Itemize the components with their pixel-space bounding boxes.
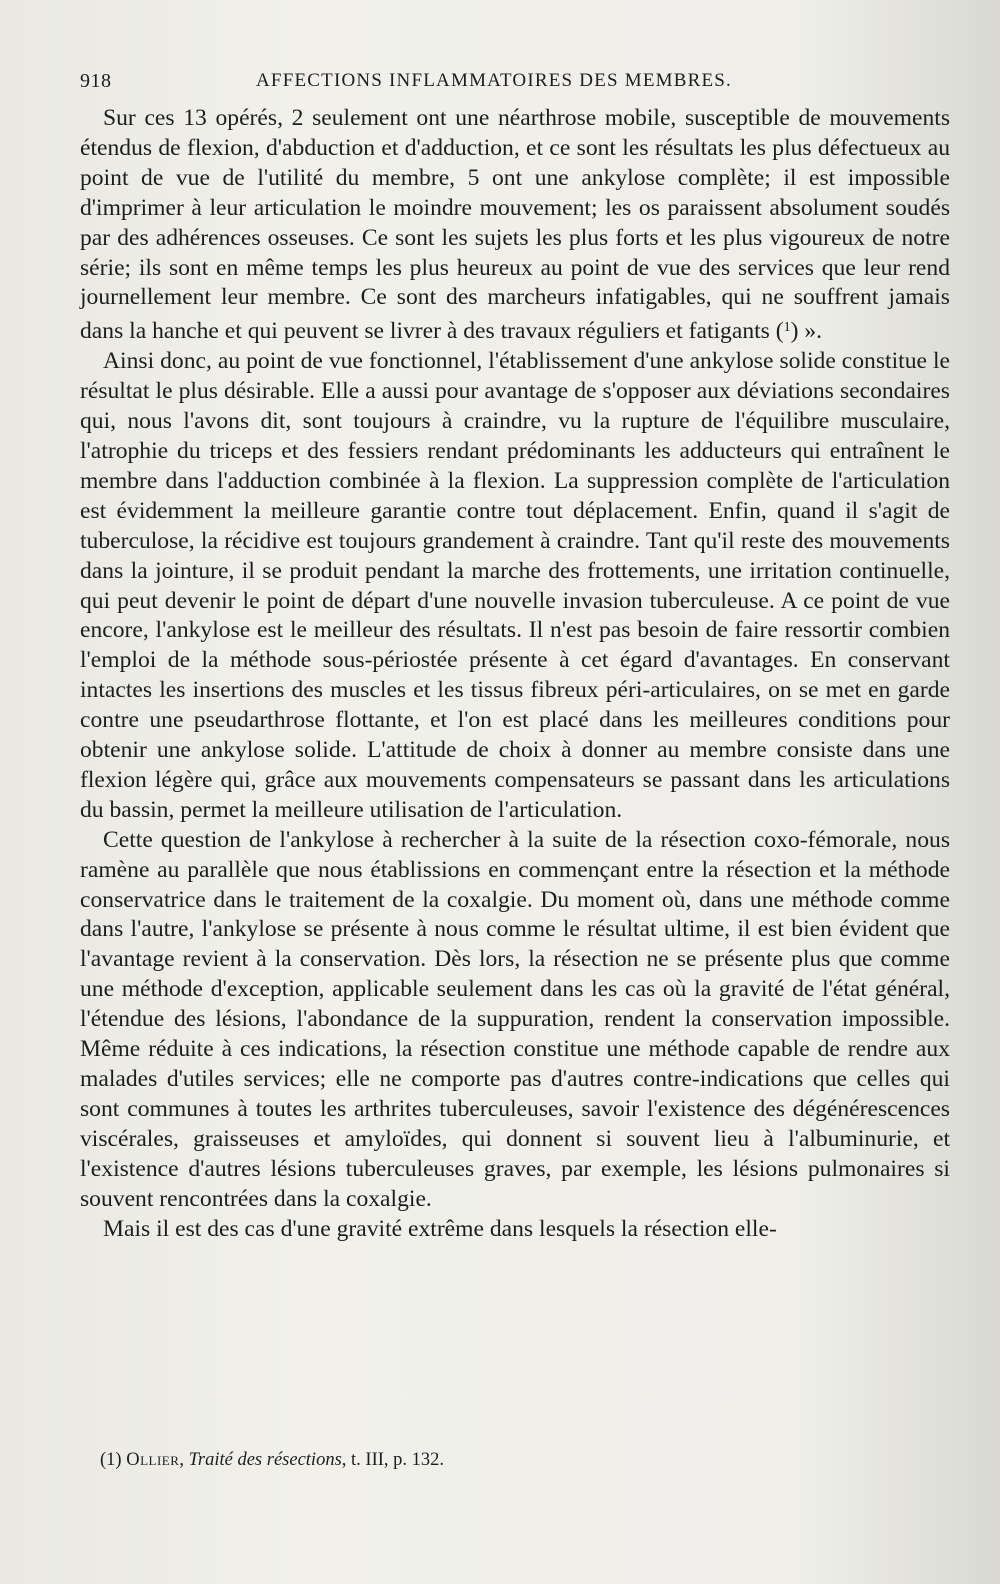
paragraph-3: Cette question de l'ankylose à rechercher à la suite de la résection coxo-fémorale, nous ramène au parallèle que nous établissions en commençant entre la résection et la méthode conservatrice dans le traitement de la coxalgie. Du moment où, dans une méthode comme dans l'autre, l'ankylose se présente à nous comme le résultat ultime, il est bien évident que l'avantage revient à la conservation. Dès lors, la résection ne se présente plus que comme une méthode d'exception, applicable seulement dans les cas où la gravité de l'état général, l'étendue des lésions, l'abondance de la suppuration, rendent la conservation impossible. Même réduite à ces indications, la résection constitue une méthode capable de rendre aux malades d'utiles services; elle ne comporte pas d'autres contre-indications que celles qui sont communes à toutes les arthrites tuberculeuses, savoir l'existence des dégénérescences viscérales, graisseuses et amyloïdes, qui donnent si souvent lieu à l'albuminurie, et l'existence d'autres lésions tuberculeuses graves, par exemple, les lésions pulmonaires si souvent rencontrées dans la coxalgie. <box>80 826 950 1212</box>
paragraph-4: Mais il est des cas d'une gravité extrême dans lesquels la résection elle- <box>103 1215 777 1242</box>
footnote-reference: 1 <box>783 320 791 336</box>
paragraph-1-text: Sur ces 13 opérés, 2 seulement ont une néarthrose mobile, susceptible de mouvements étendus de flexion, d'abduction et d'adduction, et ce sont les résultats les plus défectueux au point de vue de l'utilité du membre, 5 ont une ankylose complète; il est impossible d'imprimer à leur articulation le moindre mouvement; les os paraissent absolument soudés par des adhérences osseuses. Ce sont les sujets les plus forts et les plus vigoureux de notre série; ils sont en même temps les plus heureux au point de vue des services que leur rend journellement leur membre. Ce sont des marcheurs infatigables, qui ne souffrent jamais dans la hanche et qui peuvent se livrer à des travaux réguliers et fatigants <box>80 105 950 345</box>
running-head <box>80 66 952 106</box>
footnote-separator: , <box>179 1450 189 1470</box>
footnote-marker: (1) <box>100 1450 122 1470</box>
paragraph-2: Ainsi donc, au point de vue fonctionnel, l'établissement d'une ankylose solide constitue le résultat le plus désirable. Elle a aussi pour avantage de s'opposer aux déviations secondaires qui, nous l'avons dit, sont toujours à craindre, vu la rupture de l'équilibre musculaire, l'atrophie du triceps et des fessiers rendant prédominants les adducteurs qui entraînent le membre dans l'adduction combinée à la flexion. La suppression complète de l'articulation est évidemment la meilleure garantie contre tout déplacement. Enfin, quand il s'agit de tuberculose, la récidive est toujours grandement à craindre. Tant qu'il reste des mouvements dans la jointure, il se produit pendant la marche des frottements, une irritation continuelle, qui peut devenir le point de départ d'une nouvelle invasion tuberculeuse. A ce point de vue encore, l'ankylose est le meilleur des résultats. Il n'est pas besoin de faire ressortir combien l'emploi de la méthode sous-périostée présente à cet égard d'avantages. En conservant intactes les insertions des muscles et les tissus fibreux péri-articulaires, on se met en garde contre une pseudarthrose flottante, et l'on est placé dans les meilleures conditions pour obtenir une ankylose solide. L'attitude de choix à donner au membre consiste dans une flexion légère qui, grâce aux mouvements compensateurs se passant dans les articulations du bassin, permet la meilleure utilisation de l'articulation. <box>80 348 950 823</box>
paragraph-1: Sur ces 13 opérés, 2 seulement ont une néarthrose mobile, susceptible de mouvements étendus de flexion, d'abduction et d'adduction, et ce sont les résultats les plus défectueux au point de vue de l'utilité du membre, 5 ont une ankylose complète; il est impossible d'imprimer à leur articulation le moindre mouvement; les os paraissent absolument soudés par des adhérences osseuses. Ce sont les sujets les plus forts et les plus vigoureux de notre série; ils sont en même temps les plus heureux au point de vue des services que leur rend journellement leur membre. Ce sont des marcheurs infatigables, qui ne souffrent jamais dans la hanche et qui peuvent se livrer à des travaux réguliers et fatigants ($^1$) ». <box>80 105 950 345</box>
footnote-work-title: Traité des résections <box>188 1450 342 1470</box>
footnote <box>100 1448 920 1472</box>
running-title: AFFECTIONS INFLAMMATOIRES DES MEMBRES. <box>256 70 732 91</box>
footnote-author: Ollier <box>126 1450 180 1470</box>
body-text <box>80 104 950 1244</box>
paragraph-1-end: ». <box>798 318 823 345</box>
footnote-reference-detail: , t. III, p. 132. <box>341 1450 445 1470</box>
page-number: 918 <box>80 70 112 92</box>
